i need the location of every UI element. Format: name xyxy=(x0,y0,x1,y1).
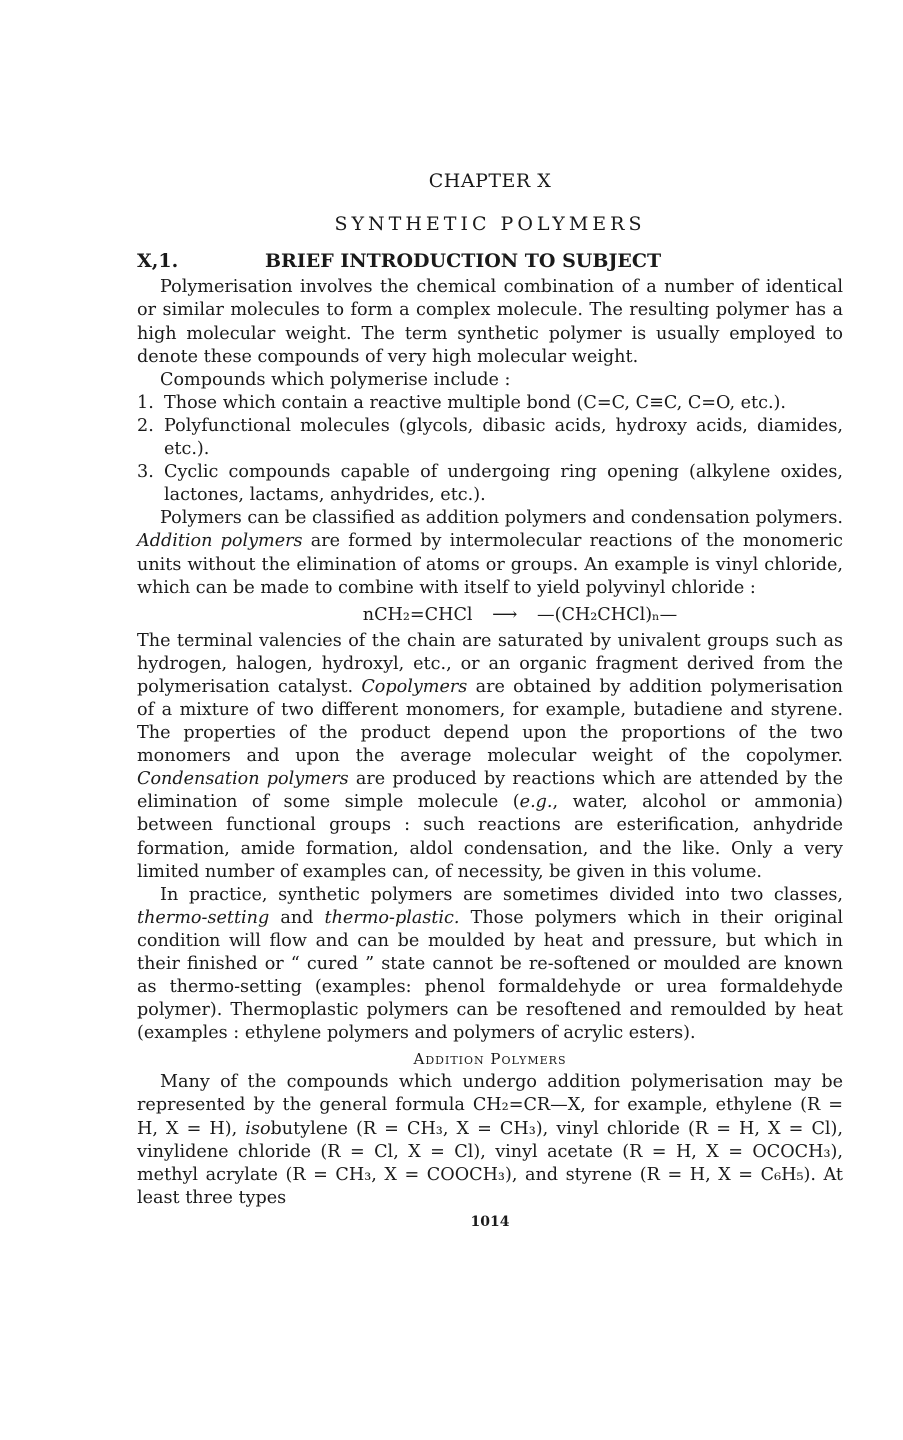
list-item xyxy=(137,392,843,415)
list-text: Cyclic compounds capable of undergoing ring opening (alkylene oxides, lactones, lactams, anhydrides, etc.). xyxy=(164,462,843,506)
section-heading xyxy=(137,250,843,273)
paragraph-terminal-valencies xyxy=(137,630,843,884)
text-run: The terminal valencies of the chain are saturated by univalent groups such as hydrogen, halogen, hydroxyl, etc., or an organic fragment derived from the polymerisation catalyst. xyxy=(137,630,843,697)
paragraph-compounds: Compounds which polymerise include : xyxy=(160,369,511,390)
book-page xyxy=(137,170,843,1232)
polymerisation-equation xyxy=(197,602,843,628)
subheading-addition-polymers: Addition Polymers xyxy=(413,1050,567,1069)
text-run: Polymers can be classified as addition polymers and condensation polymers. xyxy=(160,508,843,529)
list-text: Those which contain a reactive multiple bond (C=C, C≡C, C=O, etc.). xyxy=(164,392,787,413)
list-text: Polyfunctional molecules (glycols, dibasic acids, hydroxy acids, diamides, etc.). xyxy=(164,415,843,460)
text-run: , water, alcohol or ammonia) between functional groups : such reactions are esterification, anhydride formation, amide formation, aldol condensation, and the like. Only a very limited number of examples can, of necessity, be given in this volume. xyxy=(137,792,843,882)
page-number: 1014 xyxy=(470,1213,510,1230)
paragraph-intro: Polymerisation involves the chemical combination of a number of identical or similar molecules to form a complex molecule. The resulting polymer has a high molecular weight. The term synthetic polymer is usually employed to denote these compounds of very high molecular weight. xyxy=(137,277,843,367)
text-run: In practice, synthetic polymers are sometimes divided into two classes, xyxy=(160,884,843,905)
compound-list xyxy=(137,392,843,507)
text-run: Those polymers which in their original condition will flow and can be moulded by heat and pressure, but which in their finished or “ cured ” state cannot be re-softened or moulded are known as thermo-setting (examples: phenol formaldehyde or urea formaldehyde polymer). Thermoplastic polymers can be resoftened and remoulded by heat (examples : ethylene polymers and polymers of acrylic esters). xyxy=(137,907,843,1044)
italic-term: thermo-setting xyxy=(137,907,270,928)
text-run: and xyxy=(280,907,314,928)
chapter-heading: CHAPTER X xyxy=(428,170,552,192)
equation-right: —(CH₂CHCl)ₙ— xyxy=(536,604,678,625)
chapter-title: SYNTHETIC POLYMERS xyxy=(334,212,646,235)
arrow-icon: ⟶ xyxy=(492,604,518,625)
paragraph-addition xyxy=(137,1071,843,1210)
italic-term: iso xyxy=(245,1118,271,1139)
text-run: butylene (R = CH₃, X = CH₃), vinyl chloride (R = H, X = Cl), vinylidene chloride (R = Cl, X = Cl), vinyl acetate (R = H, X = OCOCH₃), methyl acrylate (R = CH₃, X = COOCH₃), and styrene (R = H, X = C₆H₅). At least three types xyxy=(137,1118,843,1208)
paragraph-thermo xyxy=(137,884,843,1046)
list-number: 3. xyxy=(137,462,154,483)
text-run: Many of the compounds which undergo addition polymerisation may be represented by the general formula CH₂=CR—X, for example, ethylene (R = H, X = H), xyxy=(137,1072,843,1139)
list-number: 1. xyxy=(137,392,154,413)
italic-term: Condensation polymers xyxy=(137,769,349,790)
section-number: X,1. xyxy=(137,249,179,272)
section-title: BRIEF INTRODUCTION TO SUBJECT xyxy=(265,249,662,272)
text-run: are formed by intermolecular reactions of the monomeric units without the elimination of atoms or groups. An example is vinyl chloride, which can be made to combine with itself to yield polyvinyl chloride : xyxy=(137,531,844,598)
italic-term: thermo-plastic. xyxy=(324,907,460,928)
italic-term: Addition polymers xyxy=(137,531,303,552)
equation-left: nCH₂=CHCl xyxy=(362,604,473,625)
text-run: are produced by reactions which are attended by the elimination of some simple molecule ( xyxy=(137,769,844,813)
list-number: 2. xyxy=(137,415,154,436)
paragraph-classification xyxy=(137,507,843,599)
list-item xyxy=(137,415,843,461)
text-run: are obtained by addition polymerisation of a mixture of two different monomers, for example, butadiene and styrene. The properties of the product depend upon the proportions of the two monomers and upon the average molecular weight of the copolymer. xyxy=(137,676,844,767)
italic-term: Copolymers xyxy=(361,676,468,697)
italic-term: e.g. xyxy=(519,792,553,813)
list-item xyxy=(137,461,843,507)
